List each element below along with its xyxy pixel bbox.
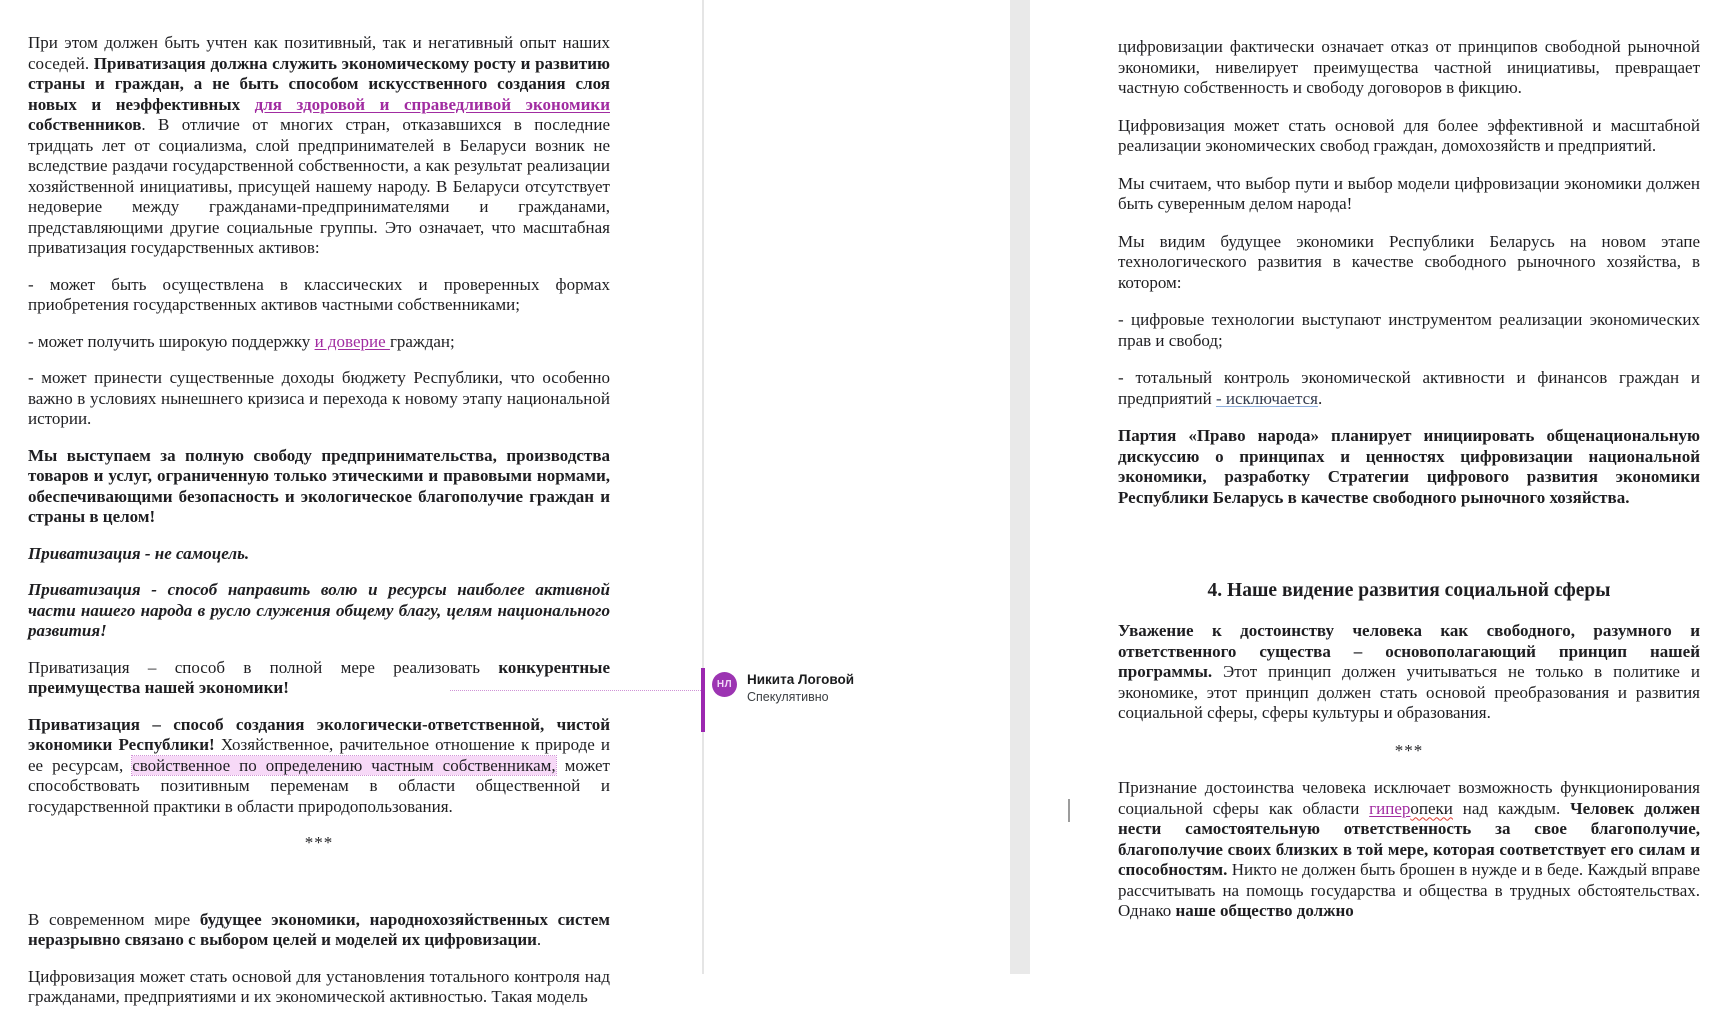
comment-text: Спекулятивно xyxy=(747,690,829,704)
paragraph xyxy=(1118,37,1700,99)
text-run: наше общество должно xyxy=(1175,901,1354,920)
page-2 xyxy=(1030,0,1732,974)
tracked-insertion[interactable]: гипер xyxy=(1369,798,1411,818)
text-run: может способствовать позитивным переменам в области общественной и государственной практики в области природопользования. xyxy=(28,755,610,816)
text-run: цифровизации фактически означает отказ от принципов свободной рыночной экономики, нивелирует преимущества частной инициативы, превращает частную собственность и свободу договоров в фикцию. xyxy=(1118,37,1700,97)
text-run: 4. Наше видение развития социальной сферы xyxy=(1207,580,1611,601)
text-run: . xyxy=(536,930,542,949)
comment-author-name: Никита Логовой xyxy=(747,672,855,687)
paragraph xyxy=(28,368,610,430)
avatar-initials: НЛ xyxy=(716,679,733,690)
paragraph xyxy=(28,275,610,316)
text-run: - может получить широкую поддержку xyxy=(28,331,315,351)
text-run: - тотальный контроль экономической активности и финансов граждан и предприятий xyxy=(1118,368,1700,408)
paragraph xyxy=(28,833,610,854)
page-1-content xyxy=(28,0,610,1024)
text-run: *** xyxy=(1394,740,1424,760)
page-2-content xyxy=(1118,0,1700,939)
paragraph xyxy=(28,715,610,818)
section-heading xyxy=(1118,578,1700,604)
text-run: При этом должен быть учтен как позитивный, так и негативный опыт наших соседей. xyxy=(28,33,610,73)
paragraph xyxy=(1118,310,1700,351)
paragraph xyxy=(1118,778,1700,922)
paragraph xyxy=(1118,368,1700,409)
paragraph xyxy=(1118,741,1700,762)
text-run: Признание достоинства человека исключает возможность функционирования социальной сферы как области xyxy=(1118,778,1700,818)
text-run: Приватизация - не самоцель. xyxy=(28,543,250,563)
text-run: - может принести существенные доходы бюджету Республики, что особенно важно в условиях нынешнего кризиса и перехода к новому этапу национальной истории. xyxy=(28,368,610,428)
paragraph xyxy=(1118,116,1700,157)
text-run: Хозяйственное, рачительное отношение к природе и ее ресурсам, xyxy=(28,735,611,775)
text-run: Мы считаем, что выбор пути и выбор модели цифровизации экономики должен быть суверенным делом народа! xyxy=(1118,173,1700,213)
text-run: Партия «Право народа» планирует инициировать общенациональную дискуссию о принципах и ценностях цифровизации национальной экономики, разработку Стратегии цифрового развития экономики Республики Беларусь в качестве свободного рыночного хозяйства. xyxy=(1118,426,1700,507)
paragraph xyxy=(28,910,610,951)
text-run: Человек должен нести самостоятельную ответственность за свое благополучие, благополучие своих близких в той мере, которая соответствует его силам и способностям. xyxy=(1118,798,1700,879)
text-run: - может быть осуществлена в классических и проверенных формах приобретения государственных активов частными собственниками; xyxy=(28,274,610,314)
text-run: Мы видим будущее экономики Республики Беларусь на новом этапе технологического развития в качестве свободного рыночного хозяйства, в котором: xyxy=(1118,231,1700,292)
page-1 xyxy=(0,0,702,1006)
comment-body xyxy=(747,672,854,705)
tracked-insertion[interactable]: для здоровой и справедливой экономики xyxy=(254,94,610,114)
paragraph xyxy=(28,544,610,565)
text-run: над каждым. xyxy=(1452,798,1571,818)
comment-connector-line xyxy=(450,690,703,691)
comment-card[interactable] xyxy=(712,672,854,705)
paragraph xyxy=(28,658,610,699)
text-run: собственников xyxy=(28,115,142,134)
comment-author-avatar[interactable] xyxy=(712,672,737,697)
paragraph xyxy=(28,446,610,528)
tracked-insertion[interactable]: - исключается xyxy=(1215,388,1318,408)
paragraph xyxy=(28,332,610,353)
text-run: . xyxy=(1317,388,1323,408)
text-run: Приватизация – способ в полной мере реализовать xyxy=(28,657,499,677)
text-run: Приватизация - способ направить волю и ресурсы наиболее активной части нашего народа в русло служения общему благу, целям национального развития! xyxy=(28,580,610,640)
text-run: Приватизация должна служить экономическому росту и развитию страны и граждан, а не быть способом искусственного создания слоя новых и неэффективных xyxy=(28,53,610,114)
text-run: Уважение к достоинству человека как свободного, разумного и ответственного существа – основополагающий принцип нашей программы. xyxy=(1118,621,1700,681)
paragraph xyxy=(1118,232,1700,294)
paragraph xyxy=(1118,621,1700,724)
text-run: будущее экономики, народнохозяйственных систем неразрывно связано с выбором целей и моделей их цифровизации xyxy=(28,909,611,949)
text-run: - цифровые технологии выступают инструментом реализации экономических прав и свобод; xyxy=(1118,310,1700,350)
paragraph xyxy=(1118,426,1700,508)
text-run: конкурентные преимущества нашей экономики! xyxy=(28,657,610,697)
text-run: Никто не должен быть брошен в нужде и в беде. Каждый вправе рассчитывать на помощь государства и общества в трудных обстоятельствах. Однако xyxy=(1118,860,1700,920)
text-run: Этот принцип должен учитываться не только в политике и экономике, этот принцип должен стать основой преобразования и развития социальной сферы, сферы культуры и образования. xyxy=(1118,662,1700,722)
text-run: Приватизация – способ создания экологически-ответственной, чистой экономики Республики! xyxy=(28,714,610,754)
changed-line-bar xyxy=(1068,799,1070,822)
page-gap xyxy=(1010,0,1030,974)
commented-text-highlight[interactable]: свойственное по определению частным собственникам, xyxy=(132,755,556,775)
text-run: Мы выступаем за полную свободу предпринимательства, производства товаров и услуг, ограниченную только этическими и правовыми нормами, обеспечивающими безопасность и экологическое благополучие граждан и страны в целом! xyxy=(28,445,610,526)
text-run: Цифровизация может стать основой для установления тотального контроля над гражданами, предприятиями и их экономической активностью. Такая модель xyxy=(28,966,610,1006)
paragraph xyxy=(1118,174,1700,215)
text-run: . В отличие от многих стран, отказавшихся в последние тридцать лет от социализма, слой предпринимателей в Беларуси возник не вследствие раздачи государственной собственности, а как результат реализации хозяйственной инициативы, присущей нашему народу. В Беларуси отсутствует недоверие между гражданами-предпринимателями и гражданами, представляющими другие социальные группы. Это означает, что масштабная приватизация государственных активов: xyxy=(28,115,610,257)
paragraph xyxy=(28,967,610,1008)
paragraph xyxy=(28,580,610,642)
text-run: *** xyxy=(304,833,334,852)
text-run: Цифровизация может стать основой для более эффективной и масштабной реализации экономических свобод граждан, домохозяйств и предприятий. xyxy=(1118,115,1700,155)
text-run: граждан; xyxy=(389,331,455,351)
page-1-right-edge xyxy=(702,0,704,974)
text-run: В современном мире xyxy=(28,909,200,929)
paragraph xyxy=(28,33,610,259)
comment-anchor-bar[interactable] xyxy=(701,668,705,732)
misspelled-word: опеки xyxy=(1410,798,1453,818)
tracked-insertion[interactable]: и доверие xyxy=(314,331,390,351)
